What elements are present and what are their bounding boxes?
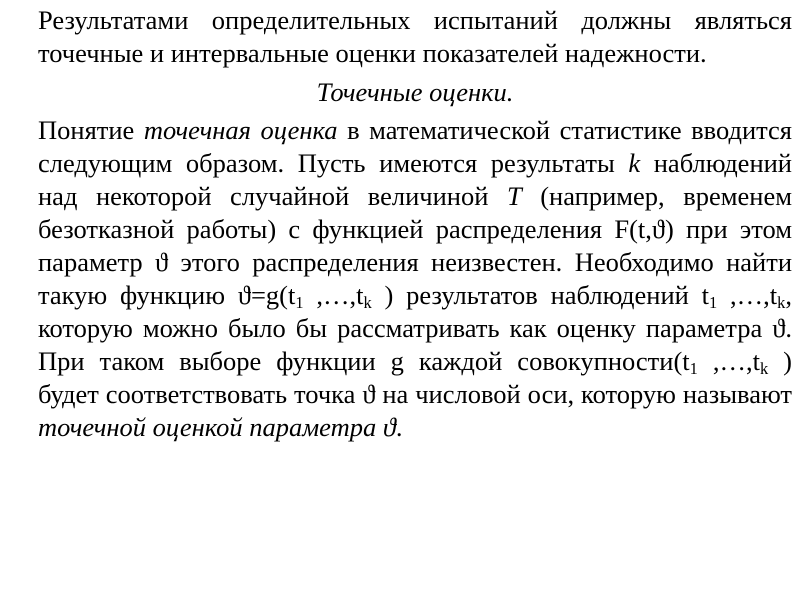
text-run: . xyxy=(395,412,403,442)
text-run: наблюдений над некоторой случайной величиной xyxy=(38,148,792,211)
subscript: k xyxy=(777,293,786,313)
subscript: k xyxy=(363,293,372,313)
variable-T: T xyxy=(506,181,522,211)
term-point-estimate: точечная оценка xyxy=(143,115,338,145)
text-run: ) будет соответствовать точка ϑ на числовой оси, которую называют xyxy=(38,346,792,409)
intro-paragraph: Результатами определительных испытаний должны являться точечные и интервальные оценки показателей надежности. xyxy=(38,5,792,68)
text-run: (например, временем безотказной работы) с функцией распределения F(t,ϑ) при этом параметр ϑ этого распределения неизвестен. Необходимо найти такую функцию ϑ=g(t xyxy=(38,181,792,310)
text-run: Понятие xyxy=(38,115,144,145)
text-run: , которую можно было бы рассматривать как оценку параметра ϑ. При таком выборе функции g каждой совокупности(t xyxy=(38,280,792,376)
text-run: ,…,t xyxy=(303,280,364,310)
subscript: 1 xyxy=(295,293,304,313)
subscript: 1 xyxy=(709,293,718,313)
subscript: 1 xyxy=(689,359,698,379)
section-heading: Точечные оценки. xyxy=(316,77,514,107)
text-run: в математической статистике вводится следующим образом. Пусть имеются результаты xyxy=(38,115,792,178)
variable-k: k xyxy=(628,148,641,178)
text-run: ) результатов наблюдений t xyxy=(371,280,709,310)
text-run: ,…,t xyxy=(697,346,760,376)
text-run: ,…,t xyxy=(717,280,778,310)
term-point-estimate-of-parameter: точечной оценкой параметра ϑ xyxy=(38,412,396,442)
subscript: k xyxy=(759,359,769,379)
point-estimate-paragraph xyxy=(38,114,792,444)
document-page xyxy=(38,4,792,444)
